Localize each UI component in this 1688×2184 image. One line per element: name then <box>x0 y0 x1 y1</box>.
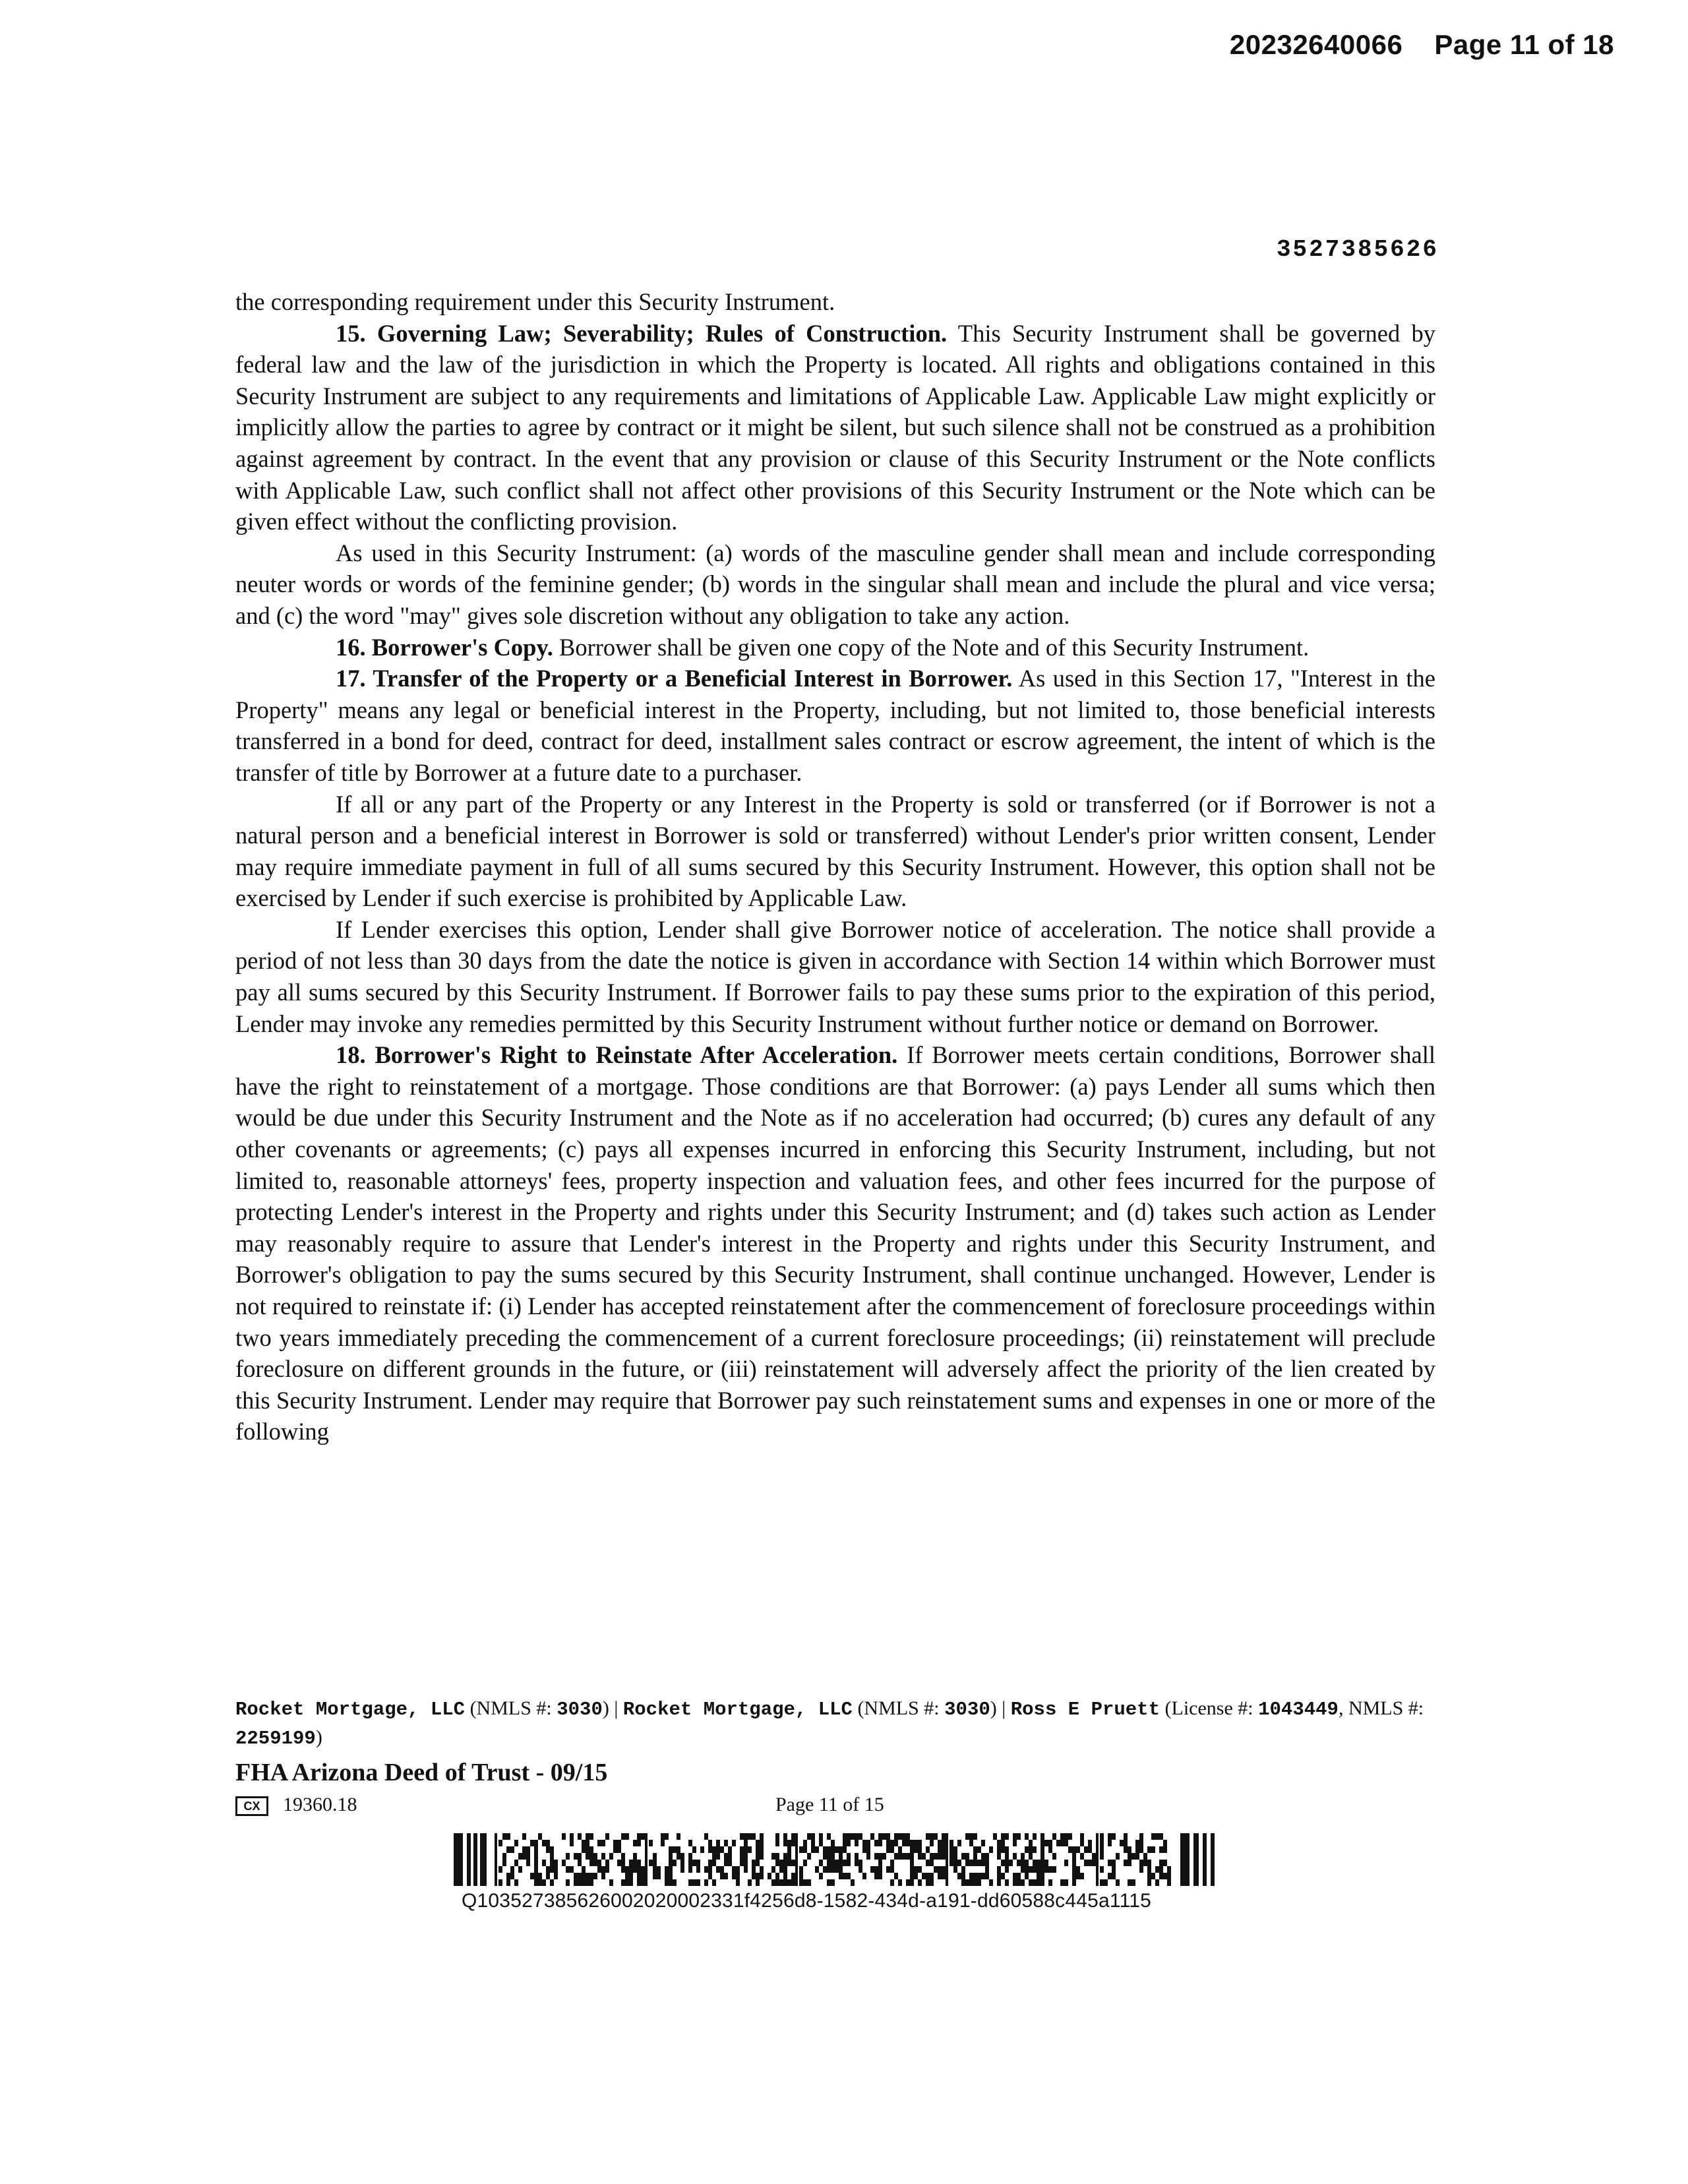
nmls-label: (NMLS #: <box>465 1697 557 1719</box>
lender-nmls-2: 3030 <box>944 1699 990 1720</box>
paragraph-continuation: the corresponding requirement under this Security Instrument. <box>235 288 835 315</box>
closing-paren: ) <box>315 1726 322 1748</box>
section-18-text: If Borrower meets certain conditions, Borrower shall have the right to reinstatement of a mortgage. Those conditions are that Borrower: (a) pays Lender all sums which then would be due under this Security Instrument and the Note as if no acceleration had occurred; (b) cures any default of any other covenants or agreements; (c) pays all expenses incurred in enforcing this Security Instrument, including, but not limited to, reasonable attorneys' fees, property inspection and valuation fees, and other fees incurred for the purpose of protecting Lender's interest in the Property and rights under this Security Instrument; and (d) takes such action as Lender may reasonably require to assure that Lender's interest in the Property and rights under this Security Instrument, and Borrower's obligation to pay the sums secured by this Security Instrument, shall continue unchanged. However, Lender is not required to reinstate if: (i) Lender has accepted reinstatement after the commencement of foreclosure proceedings within two years immediately preceding the commencement of a current foreclosure proceedings; (ii) reinstatement will preclude foreclosure on different grounds in the future, or (iii) reinstatement will adversely affect the priority of the lien created by this Security Instrument. Lender may require that Borrower pay such reinstatement sums and expenses in one or more of the following <box>235 1041 1435 1445</box>
nmls-label-3: , NMLS #: <box>1338 1697 1424 1719</box>
recording-header <box>1230 29 1614 61</box>
form-number: 19360.18 <box>283 1794 357 1815</box>
section-15-text: This Security Instrument shall be governed by federal law and the law of the jurisdiction in which the Property is located. All rights and obligations contained in this Security Instrument are subject to any requirements and limitations of Applicable Law. Applicable Law might explicitly or implicitly allow the parties to agree by contract or it might be silent, but such silence shall not be construed as a prohibition against agreement by contract. In the event that any provision or clause of this Security Instrument or the Note conflicts with Applicable Law, such conflict shall not affect other provisions of this Security Instrument or the Note which can be given effect without the conflicting provision. <box>235 319 1436 535</box>
lender-name: Rocket Mortgage, LLC <box>235 1699 466 1720</box>
section-15-heading: 15. Governing Law; Severability; Rules of Construction. <box>336 319 948 347</box>
form-title: FHA Arizona Deed of Trust - 09/15 <box>235 1759 608 1786</box>
recording-page: Page 11 of 18 <box>1434 29 1614 60</box>
originator-license: 1043449 <box>1258 1699 1339 1720</box>
barcode-icon <box>454 1833 1219 1886</box>
section-17-heading: 17. Transfer of the Property or a Beneficial Interest in Borrower. <box>336 665 1013 692</box>
lender-footer <box>235 1695 1442 1753</box>
document-body <box>235 286 1435 1447</box>
page-number: Page 11 of 15 <box>775 1794 884 1815</box>
cx-logo-icon: CX <box>235 1796 268 1816</box>
originator-nmls: 2259199 <box>235 1728 316 1749</box>
lender-nmls: 3030 <box>557 1699 603 1720</box>
barcode-text: Q10352738562600202000233​1f4256d8-1582-434d-a191-dd60588c445a1115 <box>462 1890 1151 1912</box>
section-15 <box>235 318 1435 537</box>
section-16 <box>235 632 1435 663</box>
loan-number: 3527385626 <box>1276 236 1439 263</box>
section-17 <box>235 663 1435 788</box>
nmls-label-2: (NMLS #: <box>852 1697 945 1719</box>
section-15-paragraph-2: As used in this Security Instrument: (a) words of the masculine gender shall mean and include corresponding neuter words or words of the feminine gender; (b) words in the singular shall mean and include the plural and vice versa; and (c) the word "may" gives sole discretion without any obligation to take any action. <box>235 539 1435 629</box>
separator: ) | <box>602 1697 623 1719</box>
section-17-text: As used in this Section 17, "Interest in the Property" means any legal or beneficial interest in the Property, including, but not limited to, those beneficial interests transferred in a bond for deed, contract for deed, installment sales contract or escrow agreement, the intent of which is the transfer of title by Borrower at a future date to a purchaser. <box>235 665 1435 786</box>
section-18-heading: 18. Borrower's Right to Reinstate After Acceleration. <box>336 1041 898 1069</box>
loan-originator: Ross E Pruett <box>1010 1699 1160 1720</box>
recording-number: 20232640066 <box>1229 29 1403 60</box>
section-16-text: Borrower shall be given one copy of the Note and of this Security Instrument. <box>553 633 1310 661</box>
section-17-paragraph-3: If Lender exercises this option, Lender shall give Borrower notice of acceleration. The notice shall provide a period of not less than 30 days from the date the notice is given in accordance with Section 14 within which Borrower must pay all sums secured by this Security Instrument. If Borrower fails to pay these sums prior to the expiration of this period, Lender may invoke any remedies permitted by this Security Instrument without further notice or demand on Borrower. <box>235 915 1435 1037</box>
license-label: (License #: <box>1160 1697 1259 1719</box>
lender-name-2: Rocket Mortgage, LLC <box>622 1699 853 1720</box>
section-16-heading: 16. Borrower's Copy. <box>336 633 553 661</box>
separator-2: ) | <box>990 1697 1011 1719</box>
section-17-paragraph-2: If all or any part of the Property or any Interest in the Property is sold or transferred (or if Borrower is not a natural person and a beneficial interest in Borrower is sold or transferred) without Lender's prior written consent, Lender may require immediate payment in full of all sums secured by this Security Instrument. However, this option shall not be exercised by Lender if such exercise is prohibited by Applicable Law. <box>235 790 1435 912</box>
section-18 <box>235 1039 1435 1447</box>
